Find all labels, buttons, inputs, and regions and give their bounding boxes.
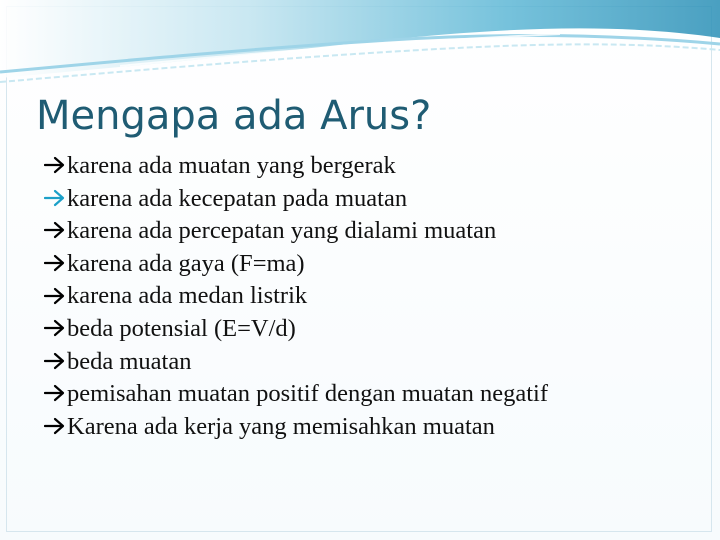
bullet-text: Karena ada kerja yang memisahkan muatan	[67, 412, 495, 440]
bullet-item	[44, 313, 548, 346]
right-arrow-icon	[44, 150, 66, 182]
bullet-text: karena ada gaya (F=ma)	[67, 249, 305, 277]
bullet-text: beda muatan	[67, 347, 192, 375]
bullet-item	[44, 215, 548, 248]
bullet-text: karena ada muatan yang bergerak	[67, 152, 396, 179]
bullet-item	[44, 183, 548, 216]
right-arrow-icon	[44, 215, 66, 247]
right-arrow-icon	[44, 281, 66, 313]
bullet-item	[44, 280, 548, 313]
bullet-text: karena ada medan listrik	[67, 282, 308, 310]
bullet-list	[44, 150, 548, 443]
right-arrow-icon	[44, 378, 66, 410]
bullet-item	[44, 150, 548, 183]
slide-title: Mengapa ada Arus?	[36, 93, 432, 139]
bullet-item	[44, 378, 548, 411]
header-wave-decoration	[0, 0, 720, 90]
right-arrow-icon	[44, 313, 66, 345]
bullet-text: karena ada percepatan yang dialami muatan	[67, 217, 497, 245]
bullet-text: karena ada kecepatan pada muatan	[67, 184, 408, 212]
bullet-text: pemisahan muatan positif dengan muatan negatif	[67, 380, 549, 408]
right-arrow-icon	[44, 183, 66, 215]
bullet-text: beda potensial (E=V/d)	[67, 314, 296, 342]
right-arrow-icon	[44, 248, 66, 280]
right-arrow-icon	[44, 346, 66, 378]
bullet-item	[44, 248, 548, 281]
bullet-item	[44, 346, 548, 379]
bullet-item	[44, 411, 548, 444]
right-arrow-icon	[44, 411, 66, 443]
